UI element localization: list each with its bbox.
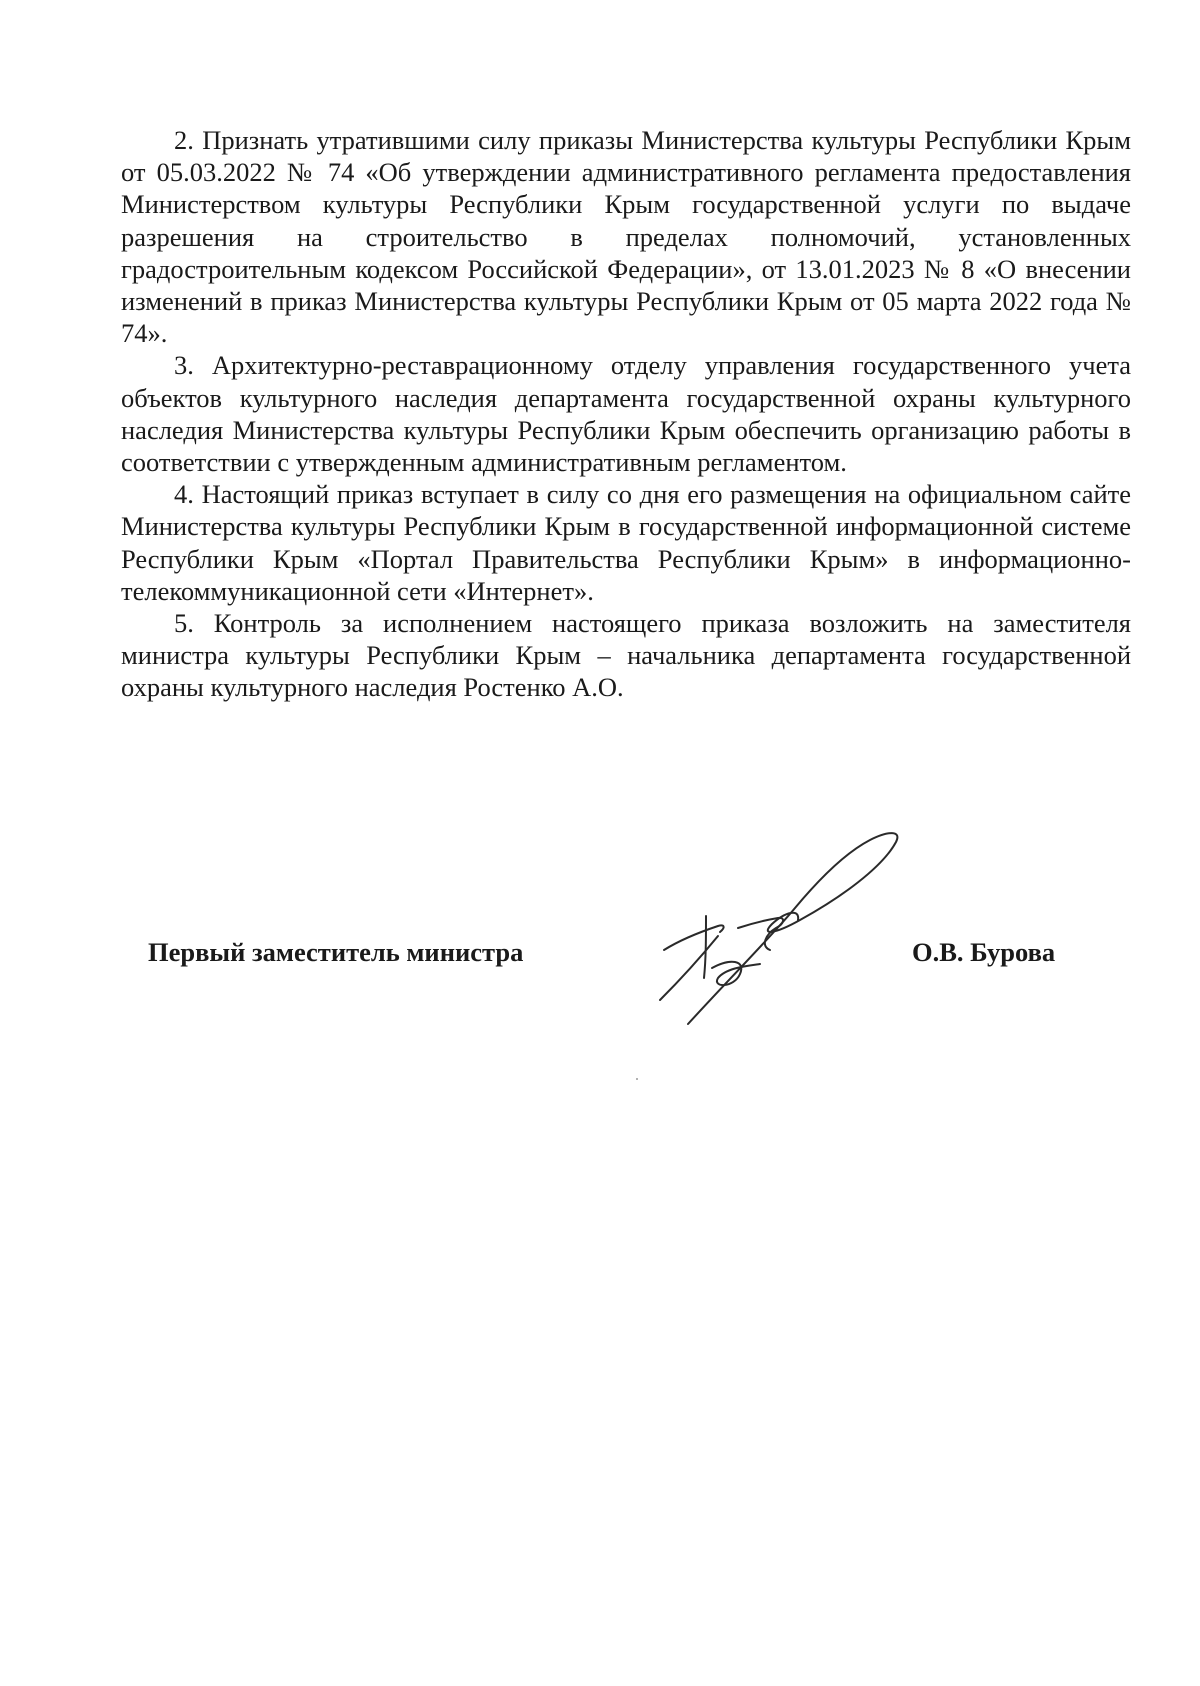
scan-speck	[636, 1078, 638, 1080]
signatory-position: Первый заместитель министра	[148, 937, 524, 967]
document-body	[121, 124, 1131, 704]
paragraph-2: 2. Признать утратившими силу приказы Министерства культуры Республики Крым от 05.03.2022 № 74 «Об утверждении административного регламента предоставления Министерством культуры Республики Крым государственной услуги по выдаче разрешения на строительство в пределах полномочий, установленных градостроительным кодексом Российской Федерации», от 13.01.2023 № 8 «О внесении изменений в приказ Министерства культуры Республики Крым от 05 марта 2022 года № 74».	[121, 125, 1131, 349]
handwritten-signature	[620, 828, 930, 1028]
signatory-name: О.В. Бурова	[912, 937, 1056, 967]
paragraph-5: 5. Контроль за исполнением настоящего приказа возложить на заместителя министра культуры Республики Крым – начальника департамента государственной охраны культурного наследия Ростенко А.О.	[121, 608, 1131, 703]
paragraph-4: 4. Настоящий приказ вступает в силу со дня его размещения на официальном сайте Министерства культуры Республики Крым в государственной информационной системе Республики Крым «Портал Правительства Республики Крым» в информационно-телекоммуникационной сети «Интернет».	[121, 479, 1131, 606]
paragraph-3: 3. Архитектурно-реставрационному отделу управления государственного учета объектов культурного наследия департамента государственной охраны культурного наследия Министерства культуры Республики Крым обеспечить организацию работы в соответствии с утвержденным административным регламентом.	[121, 350, 1131, 478]
signature-block	[0, 936, 1200, 976]
